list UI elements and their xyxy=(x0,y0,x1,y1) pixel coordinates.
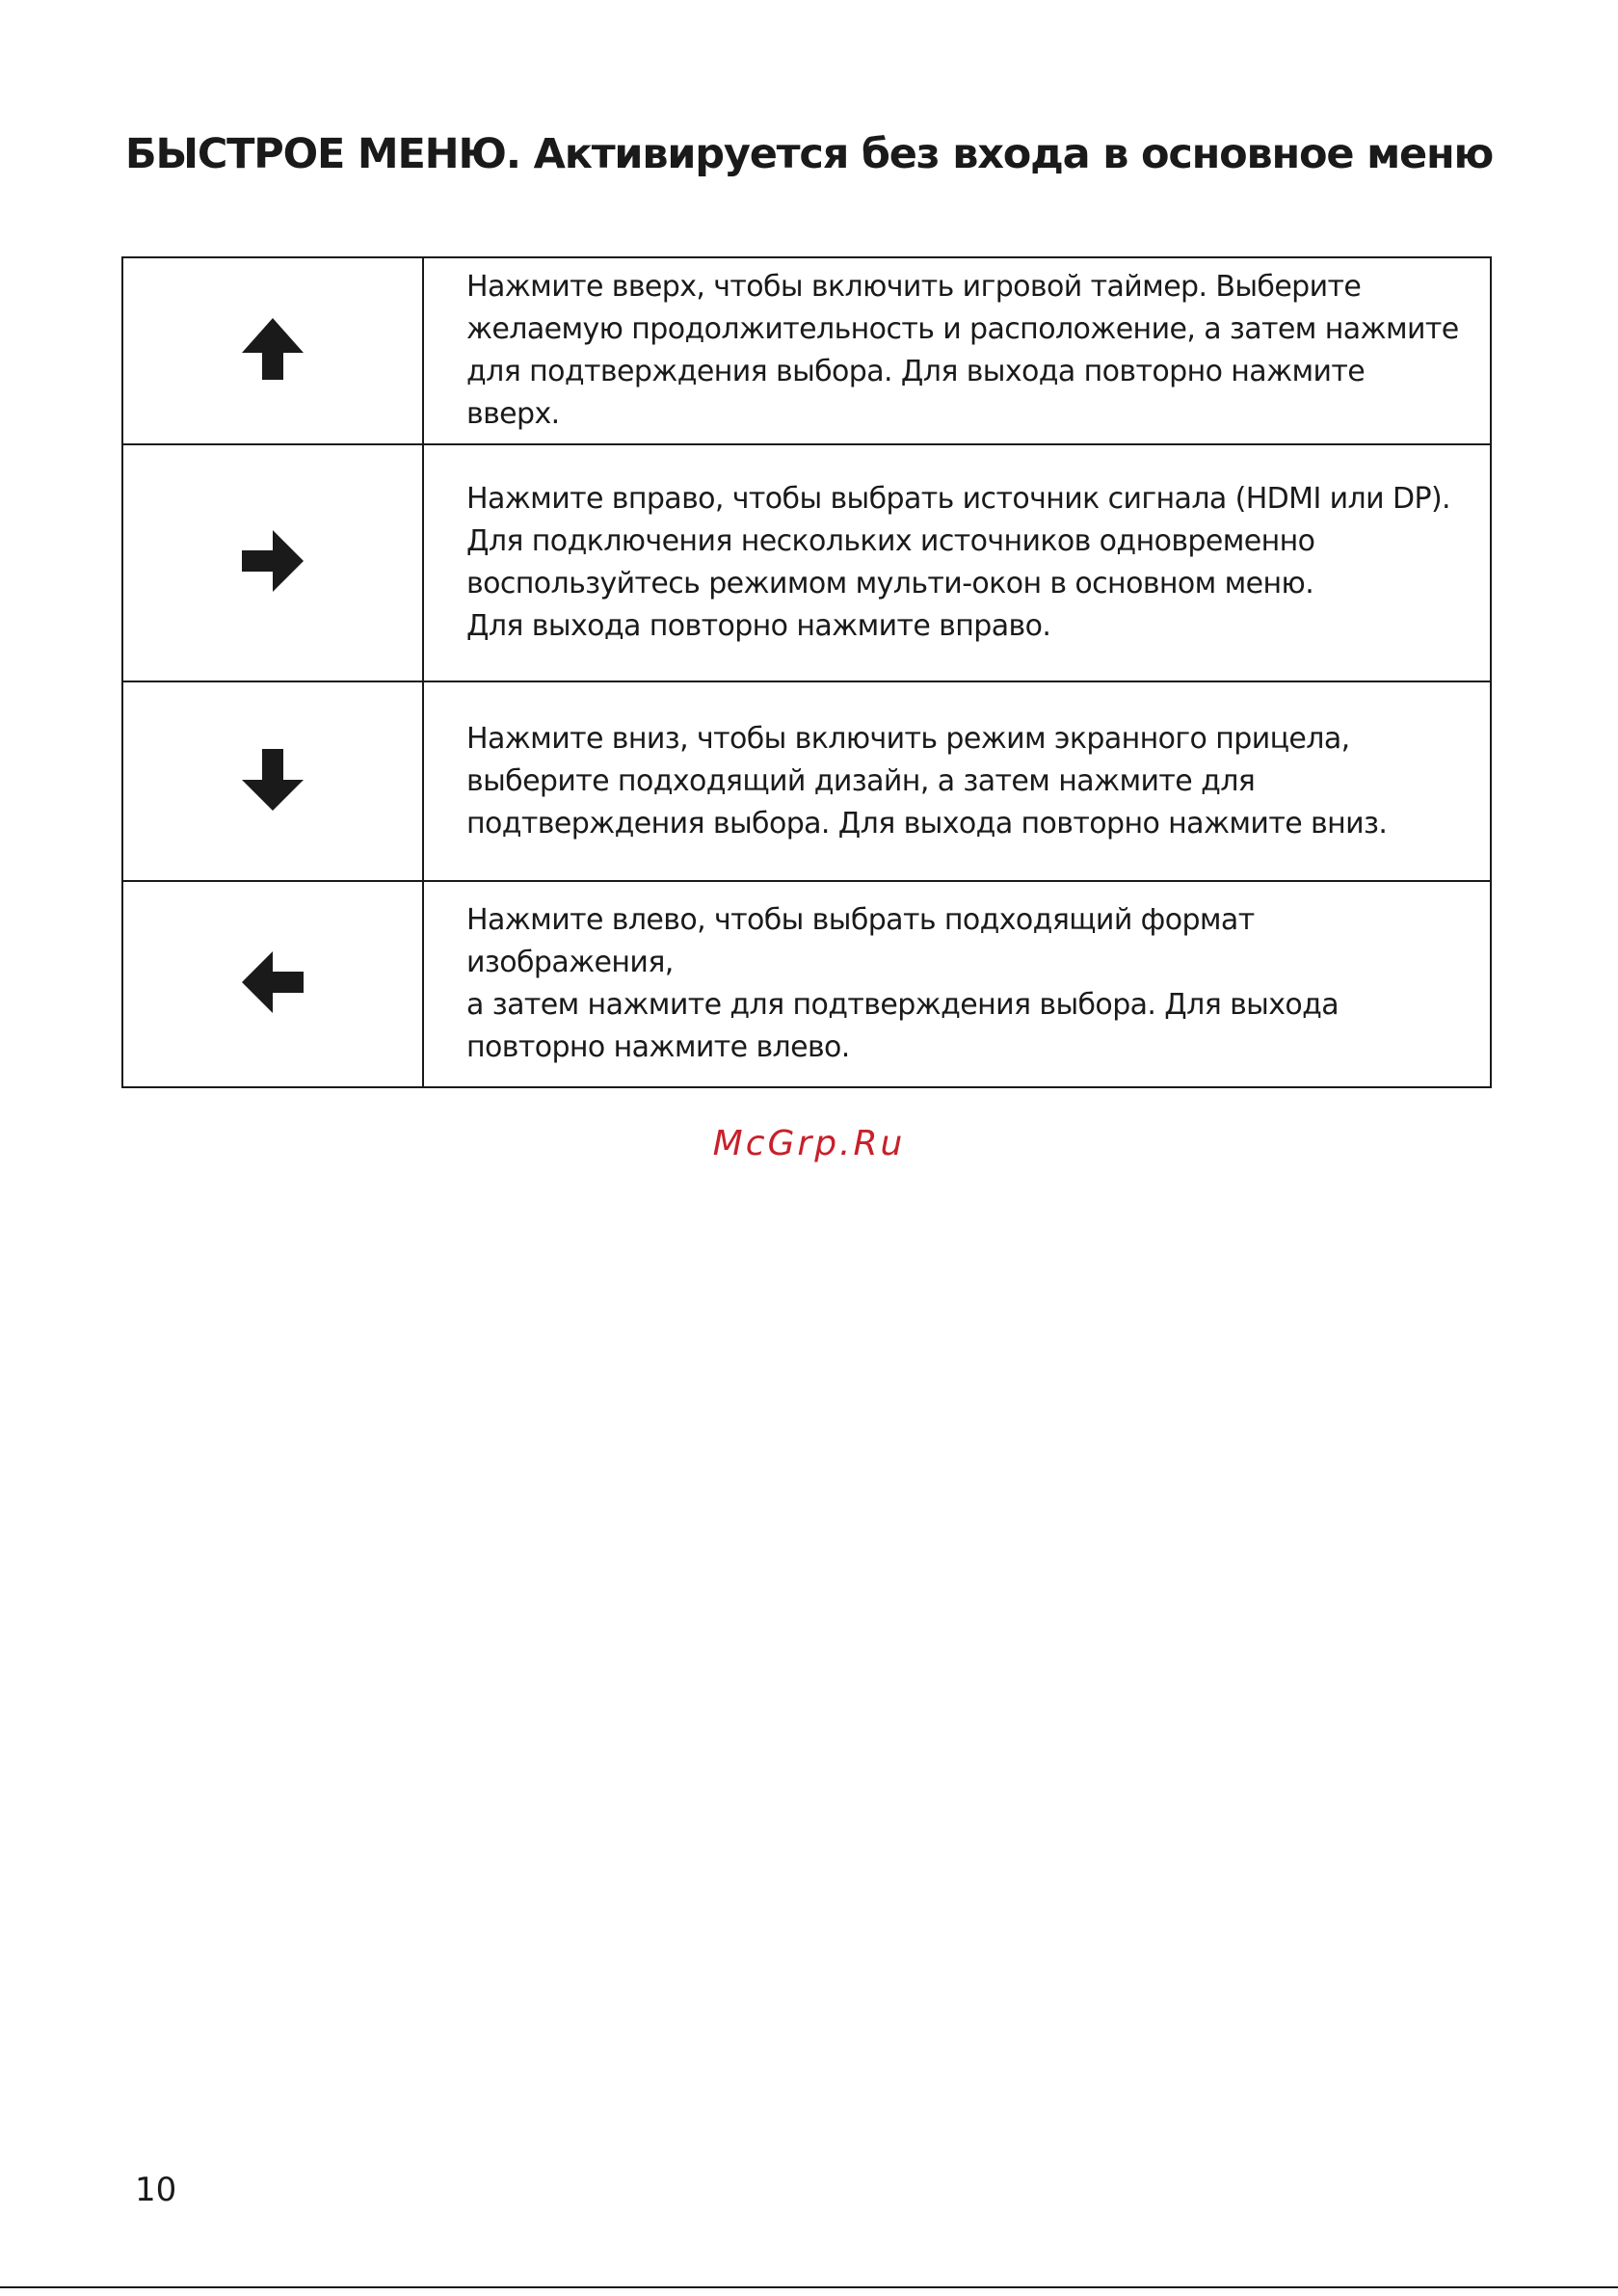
description-line: повторно нажмите влево. xyxy=(466,1030,850,1064)
description-line: Нажмите вверх, чтобы включить игровой таймер. Выберите xyxy=(466,270,1362,304)
table-row xyxy=(122,444,1491,681)
description-line: Нажмите вправо, чтобы выбрать источник сигнала (HDMI или DP). xyxy=(466,482,1450,516)
description-line: подтверждения выбора. Для выхода повторно нажмите вниз. xyxy=(466,806,1388,841)
description-line: Для выхода повторно нажмите вправо. xyxy=(466,609,1051,643)
icon-cell xyxy=(122,681,423,881)
watermark: McGrp.Ru xyxy=(712,1124,906,1163)
description-cell xyxy=(423,257,1491,444)
icon-cell xyxy=(122,881,423,1087)
arrow-up-icon xyxy=(238,314,307,384)
description-cell xyxy=(423,444,1491,681)
quick-menu-table xyxy=(121,256,1492,1088)
arrow-right-icon xyxy=(238,526,307,596)
icon-cell xyxy=(122,444,423,681)
description-line: Для подключения нескольких источников одновременно xyxy=(466,524,1315,558)
bottom-divider xyxy=(0,2286,1618,2288)
table-row xyxy=(122,257,1491,444)
description-cell xyxy=(423,681,1491,881)
table-row xyxy=(122,681,1491,881)
description-line: воспользуйтесь режимом мульти-окон в основном меню. xyxy=(466,567,1314,601)
arrow-left-icon xyxy=(238,948,307,1017)
arrow-down-icon xyxy=(238,745,307,814)
icon-cell xyxy=(122,257,423,444)
page-title: БЫСТРОЕ МЕНЮ. Активируется без входа в основное меню xyxy=(124,130,1494,178)
description-line: Нажмите влево, чтобы выбрать подходящий формат изображения, xyxy=(466,903,1255,979)
description-line: а затем нажмите для подтверждения выбора. Для выхода xyxy=(466,988,1339,1022)
description-line: Нажмите вниз, чтобы включить режим экранного прицела, xyxy=(466,721,1350,756)
description-line: выберите подходящий дизайн, а затем нажмите для xyxy=(466,763,1256,798)
table-row xyxy=(122,881,1491,1087)
description-cell xyxy=(423,881,1491,1087)
description-line: желаемую продолжительность и расположение, а затем нажмите xyxy=(466,312,1459,346)
description-line: для подтверждения выбора. Для выхода повторно нажмите вверх. xyxy=(466,355,1366,431)
page-number: 10 xyxy=(135,2171,177,2209)
